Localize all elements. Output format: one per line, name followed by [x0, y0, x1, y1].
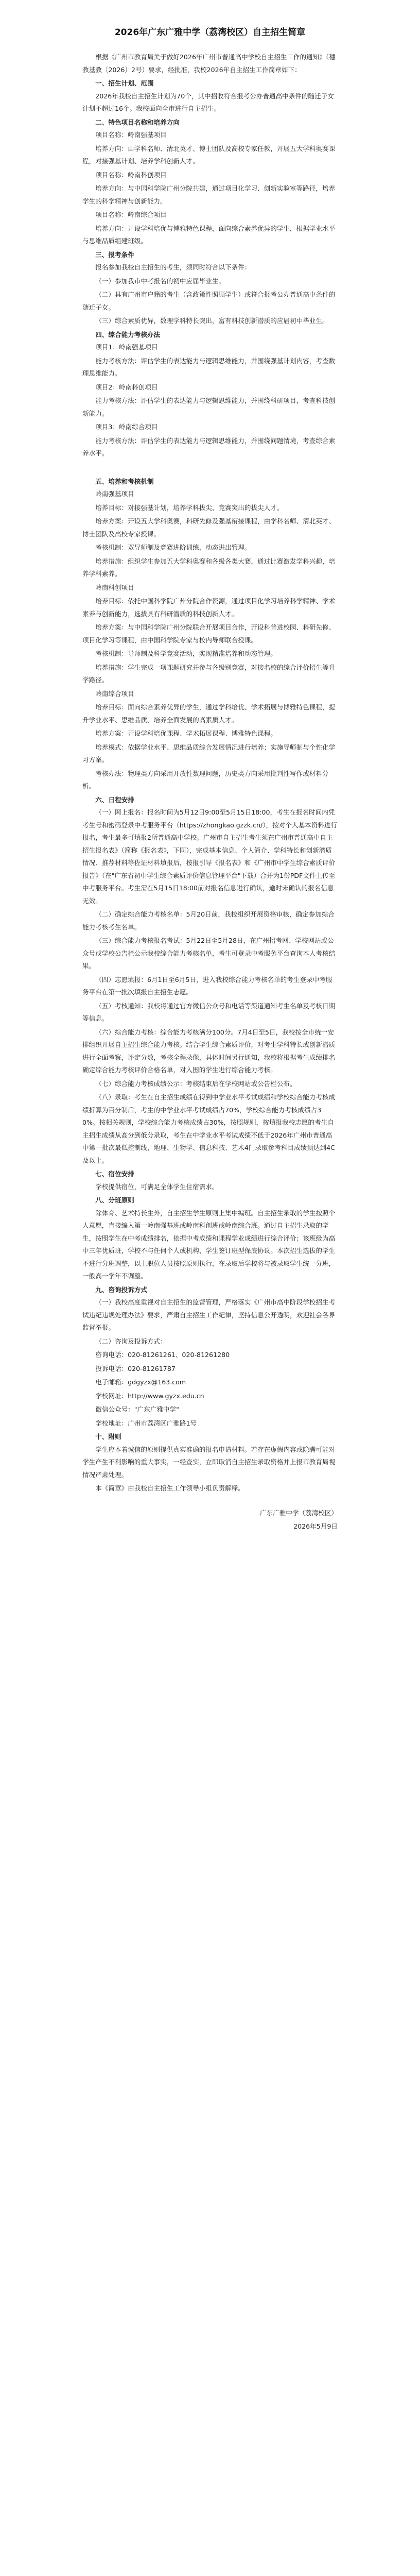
- paragraph: 项目3：岭南综合项目: [95, 423, 158, 431]
- paragraph: 项目名称：岭南科创项目: [95, 171, 167, 179]
- section-heading: 六、日程安排: [95, 795, 134, 804]
- section-gap: [82, 461, 338, 476]
- paragraph: （七）综合能力考核成绩公示：考核结束后在学校网站或公告栏公布。: [95, 1079, 296, 1088]
- paragraph: 咨询电话：020-81261261、020-81261280: [95, 1351, 230, 1359]
- paragraph: 岭南科创项目: [95, 583, 134, 591]
- paragraph: 学校网址：http://www.gyzx.edu.cn: [95, 1392, 204, 1400]
- paragraph: 培养方案：开设五大学科奥赛，科研先修及强基衔接课程，由学科名师、清北英才、博士团队及高校专家授课。: [82, 517, 336, 538]
- paragraph: （二）确定综合能力考核名单：5月20日前，我校组织开展资格审核，确定参加综合能力考核考生名单。: [82, 910, 335, 931]
- paragraph: 培养模式：依据学业水平、思维品质综合发展情况进行培养；实施导师制与个性化学习方案。: [82, 743, 336, 764]
- paragraph: 培养方案：开设学科培优课程、学术拓展课程、博雅特色课程。: [95, 730, 277, 737]
- paragraph: 学校地址：广州市荔湾区广雅路1号: [95, 1419, 197, 1427]
- paragraph: 岭南强基项目: [95, 490, 134, 498]
- paragraph: （四）志愿填报：6月1日至6月5日，进入我校综合能力考核名单的考生登录中考服务平台在第一批次填报自主招生志愿。: [82, 975, 332, 996]
- paragraph: 培养方向：开设学科培优与博雅特色课程，面向综合素养优异的学生，根据学业水平与思维品质组建班级。: [82, 224, 336, 245]
- paragraph: （三）综合素质优异，数理学科特长突出，富有科技创新潜质的应届初中毕业生。: [95, 317, 329, 325]
- signature-date: 2026年5月9日: [293, 1522, 338, 1530]
- paragraph: 考核机制：双导师制及竞赛进阶训练，动态进出管理。: [95, 544, 251, 551]
- paragraph: 投诉电话：020-81261787: [95, 1364, 176, 1372]
- paragraph: 除体育、艺术特长生外，自主招生学生原则上集中编班。自主招生录取的学生按照个人意愿，直接编入第一岭南强基班或岭南科创班或岭南综合班。通过自主招生录取的学生，按照学生在中考成绩排名，依据中考成绩和课程学业成绩进行综合评价；该班级为高中三年优质班，学校不与任何个人或机构、学生签订班型保底协议。本次招生选拔的学生不进行分班调整，以上职位人员按照原则执行，在录取后学校将与被录取学生统一分班，一般高一学年不调整。: [82, 1209, 336, 1280]
- paragraph: 能力考核方法：评估学生的表达能力与逻辑思维能力，并围绕科研项目，考查科技创新能力。: [82, 397, 336, 417]
- section-heading: 四、综合能力考核办法: [95, 330, 161, 338]
- section-heading: 八、分班原则: [95, 1196, 134, 1204]
- paragraph: （三）综合能力考核报名考试：5月22日至5月28日，在广州招考网、学校网站或公众号或学校公告栏公示我校综合能力考核名单，考生可登录中考服务平台查询本人考核结果。: [82, 937, 336, 970]
- paragraph: 项目名称：岭南综合项目: [95, 211, 167, 218]
- paragraph: 电子邮箱：gdgyzx@163.com: [95, 1378, 186, 1386]
- section-heading: 一、招生计划、范围: [95, 79, 154, 87]
- paragraph: （六）综合能力考核：综合能力考核满分100分。7月4日至5日，我校按全市统一安排组织开展自主招生综合能力考核。结合学生综合素质评价，对考生学科特长或创新潜质进行全面考察，评定分数，考核全程录像，具体时间另行通知，我校将根据考生成绩排名确定综合能力考核评价合格名单，对入围的学生进行综合能力考核。: [82, 1028, 336, 1074]
- section-heading: 九、咨询投诉方式: [95, 1285, 147, 1294]
- paragraph: 本《简章》由我校自主招生工作领导小组负责解释。: [95, 1484, 244, 1492]
- paragraph: 培养目标：面向综合素养优异的学生，通过学科培优、学术拓展与博雅特色课程，提升学业水平、思维品质、培养全面发展的高素质人才。: [82, 703, 336, 724]
- signature-school: 广东广雅中学（荔湾校区）: [259, 1509, 338, 1517]
- section-heading: 五、培养和考核机制: [95, 477, 154, 485]
- paragraph: 学校提供宿位，可满足全体学生住宿需求。: [95, 1182, 219, 1191]
- paragraph: 微信公众号："广东广雅中学": [95, 1405, 179, 1413]
- paragraph: 培养方案：与中国科学院广州分院联合开展项目合作，开设科普进校园、科研先修、项目化学习等课程，由中国科学院专家与校内导师联合授课。: [82, 623, 336, 644]
- paragraph: 培养方向：由学科名师、清北英才、博士团队及高校专家任教，开展五大学科奥赛课程，对接强基计划、培养学科创新人才。: [82, 144, 336, 165]
- section-heading: 三、报考条件: [95, 250, 134, 259]
- paragraph: （一）网上报名：报名时间为5月12日9:00至5月15日18:00，考生在报名时间内凭考生号和密码登录中考服务平台（https://zhongkao.gzzk.cn/），按对个人基本资料进行报名，考生最多可填报2所普通高中学校。广州市自主招生考生须在广州市普通高中自主招生报名表》（简称《报名表》，下同），完成基本信息、个人简介、学科特长和创新潜质情况、推荐材料等佐证材料填报后，按报引导《报名表》和《广州市中学生综合素质评价报告》（在"广东省初中学生综合素质评价信息管理平台"下载）合并为1份PDF文件上传至中考服务平台。考生需在5月15日18:00前对报名信息进行确认，逾时未确认的报名信息无效。: [82, 808, 338, 905]
- paragraph: （一）我校高度重视对自主招生的监督管理，严格落实《广州市高中阶段学校招生考试违纪违规处理办法》要求，严肃自主招生工作纪律，坚持信息公开透明，欢迎社会各界监督举报。: [82, 1298, 336, 1331]
- signature-block: [82, 1506, 338, 1533]
- paragraph: （二）具有广州市户籍的考生（含政策性照顾学生）或符合报考公办普通高中条件的随迁子女。: [82, 291, 336, 311]
- paragraph: 能力考核方法：评估学生的表达能力与逻辑思维能力，并围绕问题情境，考查综合素养水平。: [82, 436, 336, 457]
- paragraph: 培养方向：与中国科学院广州分院共建，通过项目化学习、创新实验室等路径，培养学生的科学精神与创新能力。: [82, 184, 336, 205]
- paragraph: （八）录取：考生在自主招生成绩在得到中学业水平考试成绩和学校综合能力考核成绩折算为百分制后，考生的中学业水平考试成绩占70%，学校综合能力考核成绩占30%。按相关规则，学校综合能力考核成绩占30%，按照规则，按填报我校志愿的考生自主招生成绩从高分到低分录取，考生在中学业水平考试成绩不低于2026年广州市普通高中第一批次最低控制线，地理、生物学、信息科技、艺术4门录取参考科目成绩须达到4C及以上。: [82, 1093, 336, 1164]
- paragraph: 培养措施：学生完成一项课题研究并参与各级别竞赛，对接名校的综合评价招生等升学路径。: [82, 663, 336, 684]
- paragraph: 培养目标：依托中国科学院广州分院合作资源，通过项目化学习培养科学精神、学术素养与创新能力，选拔具有科研潜质的科技创新人才。: [82, 597, 336, 618]
- document-body: [82, 51, 338, 1495]
- section-heading: 二、特色项目名称和培养方向: [95, 118, 180, 126]
- paragraph: 培养措施：组织学生参加五大学科奥赛和各级各类大赛，通过比赛激发学科兴趣，培养学科素养。: [82, 557, 336, 578]
- paragraph: 培养目标：对接强基计划，培养学科拔尖、竞赛突出的拔尖人才。: [95, 503, 284, 512]
- paragraph: 考核机制：导师制及科学竞赛活动，实现精准培养和动态管理。: [95, 650, 277, 657]
- paragraph: （一）参加我市中考报名的初中应届毕业生。: [95, 277, 225, 285]
- paragraph: 2026年我校自主招生计划为70个，其中招收符合报考公办普通高中条件的随迁子女计划不超过16个。我校面向全市进行自主招生。: [82, 92, 334, 112]
- paragraph: 报名参加我校自主招生的考生，须同时符合以下条件：: [95, 263, 251, 271]
- section-heading: 七、宿位安排: [95, 1170, 134, 1178]
- paragraph: 学生应本着诚信的原则提供真实准确的报名申请材料。若存在虚假内容或隐瞒可能对学生产生不利影响的重大事实，一经查实，立即取消自主招生录取资格并上报市教育局视情况严肃处理。: [82, 1445, 336, 1479]
- section-heading: 十、附则: [95, 1433, 121, 1440]
- paragraph: （二）咨询及投诉方式：: [95, 1337, 167, 1345]
- paragraph: 岭南综合项目: [95, 689, 134, 698]
- paragraph: 能力考核方法：评估学生的表达能力与逻辑思维能力，并围绕强基计划内容，考查数理思维能力。: [82, 357, 336, 377]
- paragraph: 项目名称：岭南强基项目: [95, 131, 167, 139]
- document-title: 2026年广东广雅中学（荔湾校区）自主招生简章: [114, 27, 306, 38]
- paragraph: 考核办法：物理类方向采用开放性数理问题，历史类方向采用批判性写作或材料分析。: [82, 769, 329, 790]
- paragraph: 根据《广州市教育局关于做好2026年广州市普通高中学校自主招生工作的通知》（穗教基教〔2026〕2号）要求，经批准，我校2026年自主招生工作简章如下：: [82, 53, 336, 74]
- paragraph: 项目1：岭南强基项目: [95, 343, 158, 351]
- paragraph: 项目2：岭南科创项目: [95, 383, 158, 391]
- paragraph: （五）考核通知：我校将通过官方微信公众号和电话等渠道通知考生名单及考核日期等信息。: [82, 1002, 336, 1022]
